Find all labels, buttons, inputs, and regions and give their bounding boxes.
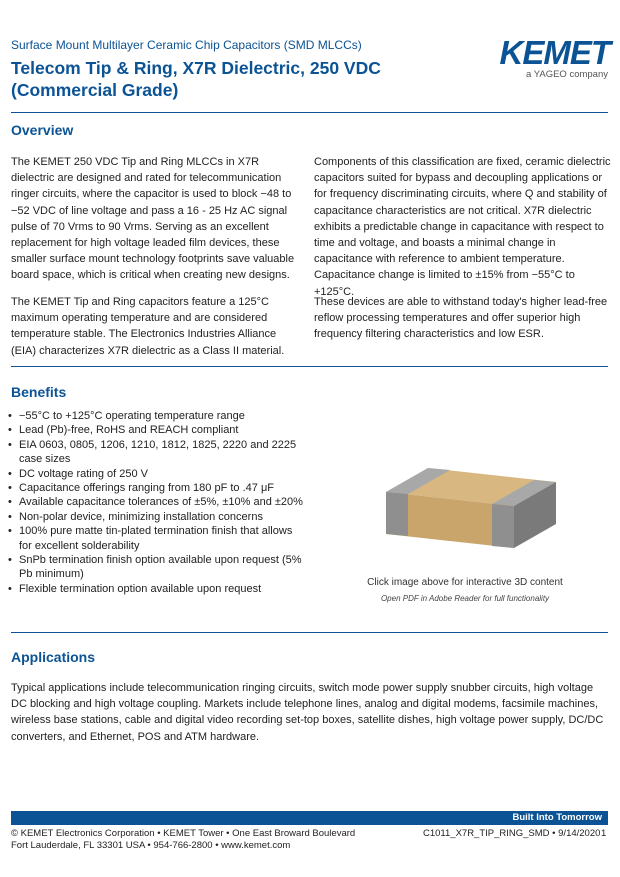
benefits-heading: Benefits: [11, 384, 67, 400]
overview-col2-para2: These devices are able to withstand today's higher lead-free reflow processing temperatures and offer superior high frequency filtering characteristics and low ESR.: [314, 296, 608, 341]
logo-wordmark: KEMET: [499, 34, 610, 71]
list-item: • Available capacitance tolerances of ±5%, ±10% and ±20%: [8, 495, 308, 509]
list-item: • 100% pure matte tin-plated termination finish that allows for excellent solderability: [8, 524, 308, 553]
image-caption: Click image above for interactive 3D content: [367, 577, 563, 588]
chip-right-terminal-front: [492, 504, 514, 548]
divider: [11, 632, 608, 633]
overview-col1-para1: The KEMET 250 VDC Tip and Ring MLCCs in X7R dielectric are designed and rated for telecommunication ringer circuits, where the capacitor is used to block −48 to −52 VDC of line voltage and pass a 16 - 25 Hz AC signal pulse of 70 Vrms to 90 Vrms. Serving as an excellent replacement for high voltage leaded film devices, these smaller surface mount technology footprints save valuable board space, which is critical when creating new designs.: [11, 156, 295, 282]
list-item: • DC voltage rating of 250 V: [8, 467, 308, 481]
divider: [11, 366, 608, 367]
footer-doc-id: C1011_X7R_TIP_RING_SMD • 9/14/2020: [423, 828, 601, 839]
applications-heading: Applications: [11, 649, 96, 665]
list-item: • Capacitance offerings ranging from 180 pF to .47 μF: [8, 481, 308, 495]
overview-heading: Overview: [11, 122, 74, 138]
chip-left-terminal: [386, 492, 408, 536]
document-series: Surface Mount Multilayer Ceramic Chip Capacitors (SMD MLCCs): [11, 38, 362, 52]
document-title: [11, 57, 381, 101]
overview-col2-para1: Components of this classification are fixed, ceramic dielectric capacitors suited for bypass and decoupling applications or for frequency discriminating circuits, where Q and stability of capacitance characteristics are not critical. X7R dielectric exhibits a predictable change in capacitance with respect to time and voltage, and boasts a minimal change in capacitance with reference to ambient temperature. Capacitance change is limited to ±15% from −55°C to +125°C.: [314, 156, 611, 298]
footer-bar: [11, 811, 608, 825]
list-item: • Flexible termination option available upon request: [8, 582, 308, 596]
list-item: • EIA 0603, 0805, 1206, 1210, 1812, 1825, 2220 and 2225 case sizes: [8, 438, 308, 467]
image-note: Open PDF in Adobe Reader for full functionality: [380, 594, 550, 603]
list-item: • Lead (Pb)-free, RoHS and REACH compliant: [8, 423, 308, 437]
footer-tagline: Built Into Tomorrow: [512, 812, 602, 823]
title-line-1: Telecom Tip & Ring, X7R Dielectric, 250 VDC: [11, 58, 381, 78]
logo-subtitle: a YAGEO company: [525, 69, 608, 80]
page-number: 1: [601, 828, 607, 839]
footer-line-1: © KEMET Electronics Corporation • KEMET Tower • One East Broward Boulevard: [11, 828, 356, 839]
list-item: • Non-polar device, minimizing installation concerns: [8, 510, 308, 524]
kemet-logo: [470, 34, 610, 84]
divider: [11, 112, 608, 113]
footer-address: [11, 828, 355, 852]
overview-col1-para2: The KEMET Tip and Ring capacitors feature a 125°C maximum operating temperature and are considered temperature stable. The Electronics Industries Alliance (EIA) characterizes X7R dielectric as a Class II material.: [11, 296, 285, 357]
title-line-2: (Commercial Grade): [11, 80, 179, 100]
list-item: • −55°C to +125°C operating temperature range: [8, 409, 308, 423]
benefits-list: [8, 409, 308, 596]
applications-text: Typical applications include telecommunication ringing circuits, switch mode power supply snubber circuits, high voltage DC blocking and high voltage coupling. Markets include telephone lines, analog and digital modems, facsimile machines, wireless base stations, cable and digital video recording set-top boxes, satellite dishes, high voltage power supply, DC/DC converters, and Ethernet, POS and ATM hardware.: [11, 682, 604, 743]
footer-line-2: Fort Lauderdale, FL 33301 USA • 954-766-2800 • www.kemet.com: [11, 840, 291, 851]
list-item: • SnPb termination finish option available upon request (5% Pb minimum): [8, 553, 308, 582]
mlcc-chip-3d-image[interactable]: [386, 462, 556, 554]
